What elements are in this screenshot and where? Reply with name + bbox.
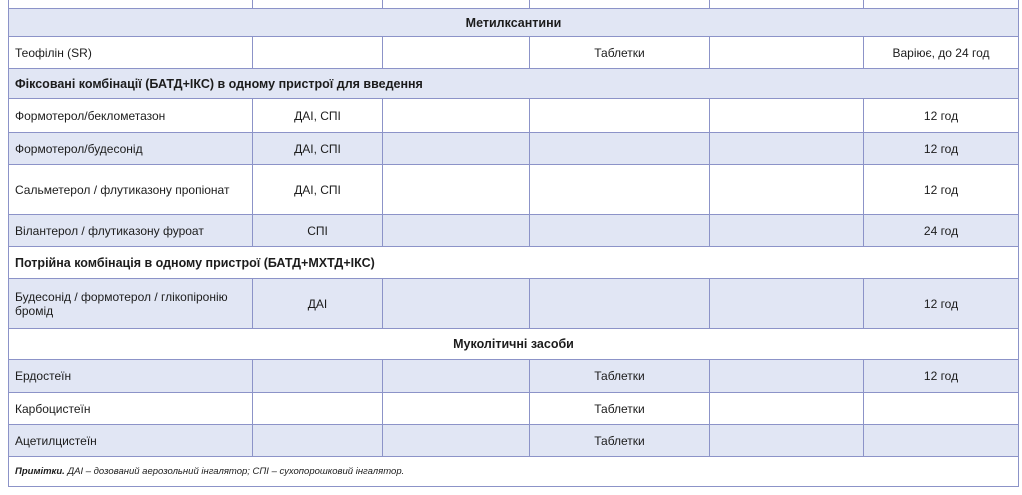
table-row (9, 215, 1019, 247)
section-row (9, 329, 1019, 360)
note-text: ДАІ – дозований аерозольний інгалятор; СПІ – сухопорошковий інгалятор. (64, 466, 405, 477)
device: ДАІ (253, 279, 383, 329)
device: ДАІ, СПІ (253, 165, 383, 215)
device: ДАІ, СПІ (253, 133, 383, 165)
duration: 12 год (864, 165, 1019, 215)
drug-name: Сальметерол / флутиказону пропіонат (9, 165, 253, 215)
drug-name: Формотерол/будесонід (9, 133, 253, 165)
duration: 12 год (864, 99, 1019, 133)
drug-name: Карбоцистеїн (9, 393, 253, 425)
section-row (9, 9, 1019, 37)
group-row (9, 69, 1019, 99)
device: ДАІ, СПІ (253, 99, 383, 133)
table-row (9, 393, 1019, 425)
duration: 12 год (864, 360, 1019, 393)
note-label: Примітки. (15, 466, 65, 477)
section-title: Муколітичні засоби (9, 329, 1019, 360)
device: СПІ (253, 215, 383, 247)
duration: 24 год (864, 215, 1019, 247)
table-row (9, 425, 1019, 457)
drug-name: Будесонід / формотерол / глікопіронію бромід (9, 279, 253, 329)
drug-table (8, 0, 1019, 487)
table-row (9, 165, 1019, 215)
group-row (9, 247, 1019, 279)
table-row (9, 279, 1019, 329)
table-row (9, 99, 1019, 133)
dosage-form: Таблетки (530, 393, 710, 425)
drug-name: Ердостеїн (9, 360, 253, 393)
table-row (9, 360, 1019, 393)
table-note (9, 457, 1019, 487)
dosage-form: Таблетки (530, 360, 710, 393)
drug-name: Вілантерол / флутиказону фуроат (9, 215, 253, 247)
drug-name: Ацетилцистеїн (9, 425, 253, 457)
section-title: Метилксантини (9, 9, 1019, 37)
duration: 12 год (864, 279, 1019, 329)
table-row (9, 0, 1019, 9)
drug-name: Формотерол/беклометазон (9, 99, 253, 133)
duration: 12 год (864, 133, 1019, 165)
table-row (9, 37, 1019, 69)
group-title: Потрійна комбінація в одному пристрої (БАТД+МХТД+ІКС) (9, 247, 1019, 279)
drug-name: Теофілін (SR) (9, 37, 253, 69)
dosage-form: Таблетки (530, 37, 710, 69)
duration: Варіює, до 24 год (864, 37, 1019, 69)
note-row (9, 457, 1019, 487)
group-title: Фіксовані комбінації (БАТД+ІКС) в одному пристрої для введення (9, 69, 1019, 99)
table-row (9, 133, 1019, 165)
dosage-form: Таблетки (530, 425, 710, 457)
